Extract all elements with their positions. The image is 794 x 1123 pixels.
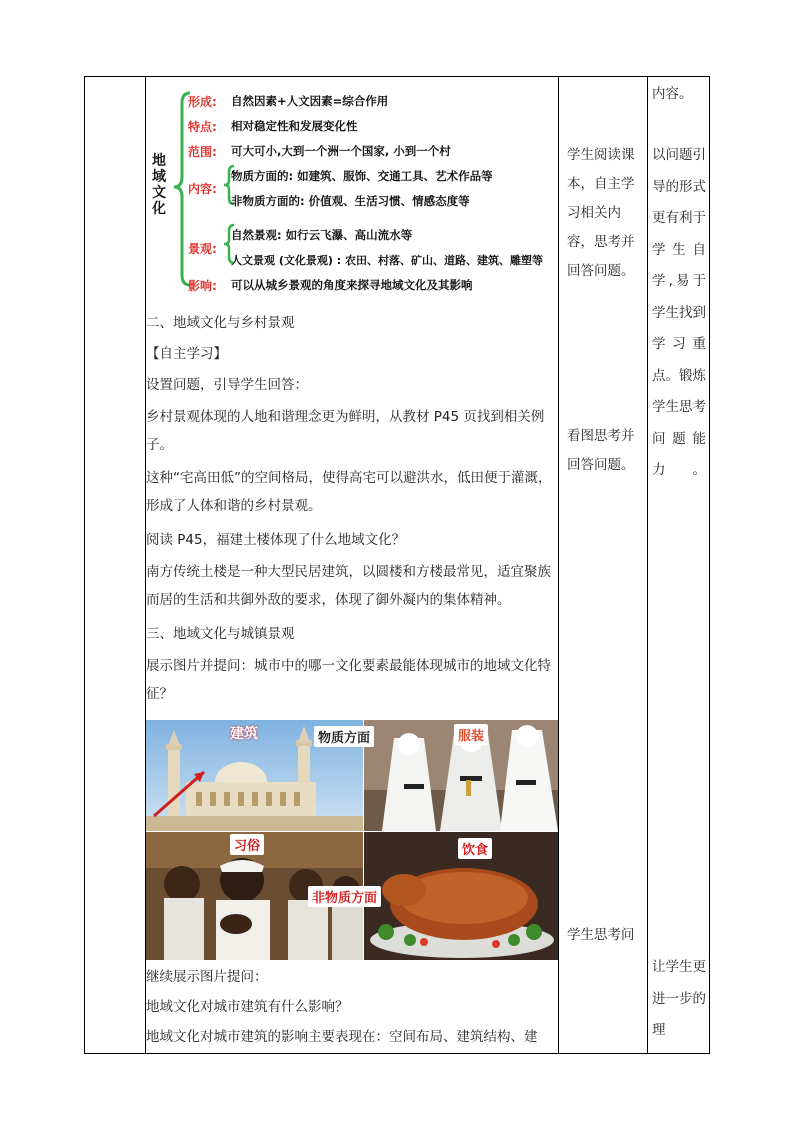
influence-label: 影响: (188, 279, 217, 293)
question-rural-harmony: 乡村景观体现的人地和谐理念更为鲜明，从教材 P45 页找到相关例子。 (146, 409, 545, 453)
cultural-landscape-text: 人文景观 (文化景观) : 农田、村落、矿山、道路、建筑、雕塑等 (231, 254, 543, 267)
feature-label: 特点: (188, 120, 217, 134)
student-activity-1: 学生阅读课本，自主学习相关内容，思考并回答问题。 (567, 147, 635, 279)
content-nonmaterial-text: 非物质方面的: 价值观、生活习惯、情感态度等 (231, 194, 470, 208)
formation-text: 自然因素+人文因素=综合作用 (231, 94, 389, 108)
scope-label: 范围: (188, 145, 217, 159)
section-heading-rural: 二、地域文化与乡村景观 (146, 315, 295, 331)
prompt-text: 设置问题，引导学生回答： (146, 377, 308, 393)
concept-map-title: 地域文化 (152, 153, 166, 217)
nonmaterial-tag: 非物质方面 (308, 886, 381, 907)
clothing-tag: 服装 (454, 724, 488, 745)
question-tulou: 阅读 P45，福建土楼体现了什么地域文化？ (146, 532, 406, 548)
landscape-label: 景观: (188, 242, 217, 256)
column-divider (647, 77, 648, 1053)
lesson-table (84, 76, 710, 1054)
formation-label: 形成: (188, 95, 217, 109)
custom-tag: 习俗 (230, 834, 264, 855)
culture-photo-collage (146, 720, 558, 960)
question-architecture: 地域文化对城市建筑有什么影响？ (146, 999, 349, 1015)
answer-rural-harmony: 这种“宅高田低”的空间格局，使得高宅可以避洪水，低田便于灌溉，形成了人体和谐的乡村景观。 (146, 470, 552, 514)
section-heading-urban: 三、地域文化与城镇景观 (146, 626, 295, 642)
feature-text: 相对稳定性和发展变化性 (231, 119, 358, 133)
material-tag: 物质方面 (314, 726, 374, 747)
student-activity-3: 学生思考问 (567, 927, 635, 943)
prompt-continue: 继续展示图片提问： (146, 969, 268, 985)
answer-architecture: 地域文化对城市建筑的影响主要表现在：空间布局、建筑结构、建 (146, 1029, 538, 1045)
intent-2: 让学生更进一步的理 (652, 959, 706, 1038)
food-tag: 饮食 (458, 838, 492, 859)
natural-landscape-text: 自然景观: 如行云飞瀑、高山流水等 (231, 228, 413, 242)
question-urban-culture: 展示图片并提问：城市中的哪一文化要素最能体现城市的地域文化特征？ (146, 658, 551, 702)
scope-text: 可大可小,大到一个洲一个国家, 小到一个村 (231, 144, 451, 158)
content-material-text: 物质方面的: 如建筑、服饰、交通工具、艺术作品等 (231, 169, 493, 183)
concept-map (146, 77, 558, 299)
student-activity-2: 看图思考并回答问题。 (567, 428, 635, 473)
influence-text: 可以从城乡景观的角度来探寻地域文化及其影响 (231, 278, 473, 292)
content-label: 内容: (188, 182, 217, 196)
building-tag: 建筑 (230, 726, 258, 742)
answer-tulou: 南方传统土楼是一种大型民居建筑，以圆楼和方楼最常见，适宜聚族而居的生活和共御外敌的要求，体现了御外凝内的集体精神。 (146, 564, 551, 608)
column-divider (558, 77, 559, 1053)
self-study-label: 【自主学习】 (146, 346, 227, 362)
intent-continued: 内容。 (652, 86, 693, 102)
intent-1: 以问题引导的形式更有利于学生自学,易于学生找到学习重点。锻炼学生思考问题能力。 (652, 147, 706, 478)
